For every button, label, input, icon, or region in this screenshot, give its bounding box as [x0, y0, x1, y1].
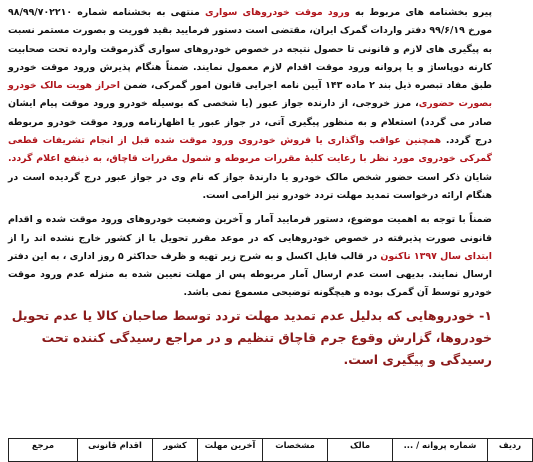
p1-text-1: پیرو بخشنامه های مربوط به: [349, 7, 492, 18]
p1-highlight-1: ورود موقت خودروهای سواری: [205, 7, 350, 18]
p2-text-2: در قالب فایل اکسل و به شرح زیر تهیه و ظرف حداکثر ۵ روز اداری ، به این دفتر ارسال نمایند. بدیهی است عدم ارسال آمار مربوطه پس از مهلت تعیین شده به منزله عدم ورود موقت خودرو توسط آن گمرک بوده و هیچگونه توضیحی مسموع نمی باشد.: [8, 250, 492, 299]
col-header-permit-number: شماره پروانه / ...: [393, 439, 488, 462]
table-header-row: [9, 439, 533, 462]
section-heading: ۱- خودروهایی که بدلیل عدم تمدید مهلت تردد توسط صاحبان کالا یا عدم تحویل خودروها، گزارش وقوع جرم قاچاق تنظیم و در مراجع رسیدگی کننده تحت رسیدگی و پیگیری است.: [11, 307, 492, 367]
p1-text-2: منتهی به بخشنامه شماره ۹۸/۹۹/۷۰۲۲۱۰ مورخ ۹۹/۶/۱۹ دفتر واردات گمرک ایران، مقتضی است دستور فرمایید بقید فوریت و بصورت مستمر نسبت به پیگیری های لازم و قانونی تا حصول نتیجه در خصوص خودروهای سواری گذرموقت وارده تحت صحابیت کارنه دوپاساژ و یا پروانه ورود موقت اقدام لازم معمول نمایند. ضمناً هنگام پذیرش ورود موقت خودرو طبق مفاد تبصره ذیل بند ۲ ماده ۱۴۳ آیین نامه اجرایی قانون امور گمرکی، ضمن: [8, 7, 492, 92]
col-header-country: کشور: [153, 439, 198, 462]
p1-highlight-3: همچنین عواقب واگذاری یا فروش خودروی ورود موقت شده قبل از انجام تشریفات قطعی گمرکی خودروی مورد نظر با رعایت کلیۀ مقررات مربوطه و شمول مقررات قاچاق، به ذینفع اعلام گردد.: [8, 135, 492, 165]
data-table: [8, 438, 533, 462]
col-header-legal-action: اقدام قانونی: [78, 439, 153, 462]
col-header-specs: مشخصات: [263, 439, 328, 462]
p1-text-3: ، مرز خروجی، از دارنده جواز عبور (یا شخصی که بوسیله خودرو ورود موقت پیام ایشان صادر می گردد) استعلام و به منظور پیگیری آتی، در جواز عبور یا اظهارنامه ورود موقت خودرو مربوطه درج گردد.: [8, 98, 492, 147]
p1-highlight-2: احراز هویت مالک خودرو بصورت حضوری: [8, 80, 492, 110]
paragraph-1: [8, 4, 492, 205]
paragraph-2: [8, 211, 492, 302]
col-header-authority: مرجع: [9, 439, 78, 462]
col-header-row-number: ردیف: [488, 439, 533, 462]
col-header-deadline: آخرین مهلت: [198, 439, 263, 462]
p1-text-4: شایان ذکر است حضور شخص مالک خودرو یا دارندۀ جواز که نام وی در جواز عبور درج گردیده است در هنگام ارائه درخواست تمدید مهلت تردد خودرو نیز الزامی است.: [8, 171, 492, 201]
p2-text-1: ضمناً با توجه به اهمیت موضوع، دستور فرمایید آمار و آخرین وضعیت خودروهای ورود موقت شده و اقدام قانونی صورت پذیرفته در خصوص خودروهایی که در موعد مقرر تحویل یا از کشور خارج نشده اند را از: [8, 214, 492, 244]
p2-highlight-1: ابتدای سال ۱۳۹۷ تاکنون: [380, 250, 492, 262]
col-header-owner: مالک: [328, 439, 393, 462]
